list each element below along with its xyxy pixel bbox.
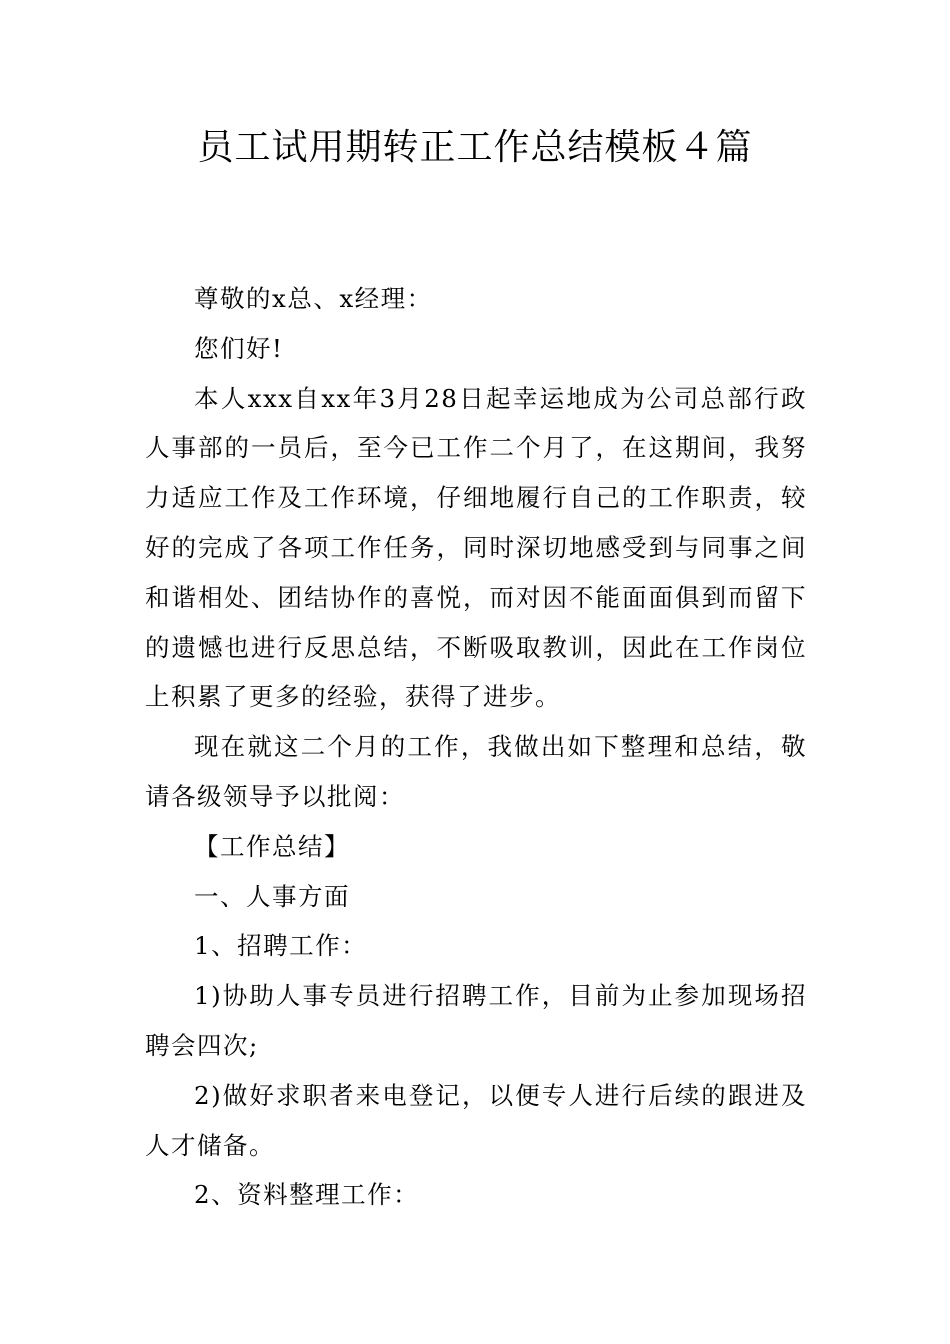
list-item: 1)协助人事专员进行招聘工作，目前为止参加现场招聘会四次; — [145, 981, 807, 1060]
subsection-heading: 一、人事方面 — [194, 881, 350, 911]
greeting: 您们好! — [194, 333, 284, 363]
document-title: 员工试用期转正工作总结模板４篇 — [197, 127, 753, 168]
item-heading: 2、资料整理工作： — [194, 1180, 420, 1210]
document-body — [145, 274, 807, 1220]
item-heading: 1、招聘工作： — [194, 931, 368, 961]
summary-intro-paragraph: 现在就这二个月的工作，我做出如下整理和总结，敬请各级领导予以批阅： — [145, 732, 807, 811]
intro-paragraph: 本人xxx自xx年3月28日起幸运地成为公司总部行政人事部的一员后，至今已工作二个月了，在这期间，我努力适应工作及工作环境，仔细地履行自己的工作职责，较好的完成了各项工作任务，同时深切地感受到与同事之间和谐相处、团结协作的喜悦，而对因不能面面俱到而留下的遗憾也进行反思总结，不断吸取教训，因此在工作岗位上积累了更多的经验，获得了进步。 — [145, 383, 807, 712]
section-heading: 【工作总结】 — [194, 831, 350, 861]
list-item: 2)做好求职者来电登记，以便专人进行后续的跟进及人才储备。 — [145, 1080, 807, 1160]
salutation: 尊敬的x总、x经理： — [194, 284, 433, 313]
